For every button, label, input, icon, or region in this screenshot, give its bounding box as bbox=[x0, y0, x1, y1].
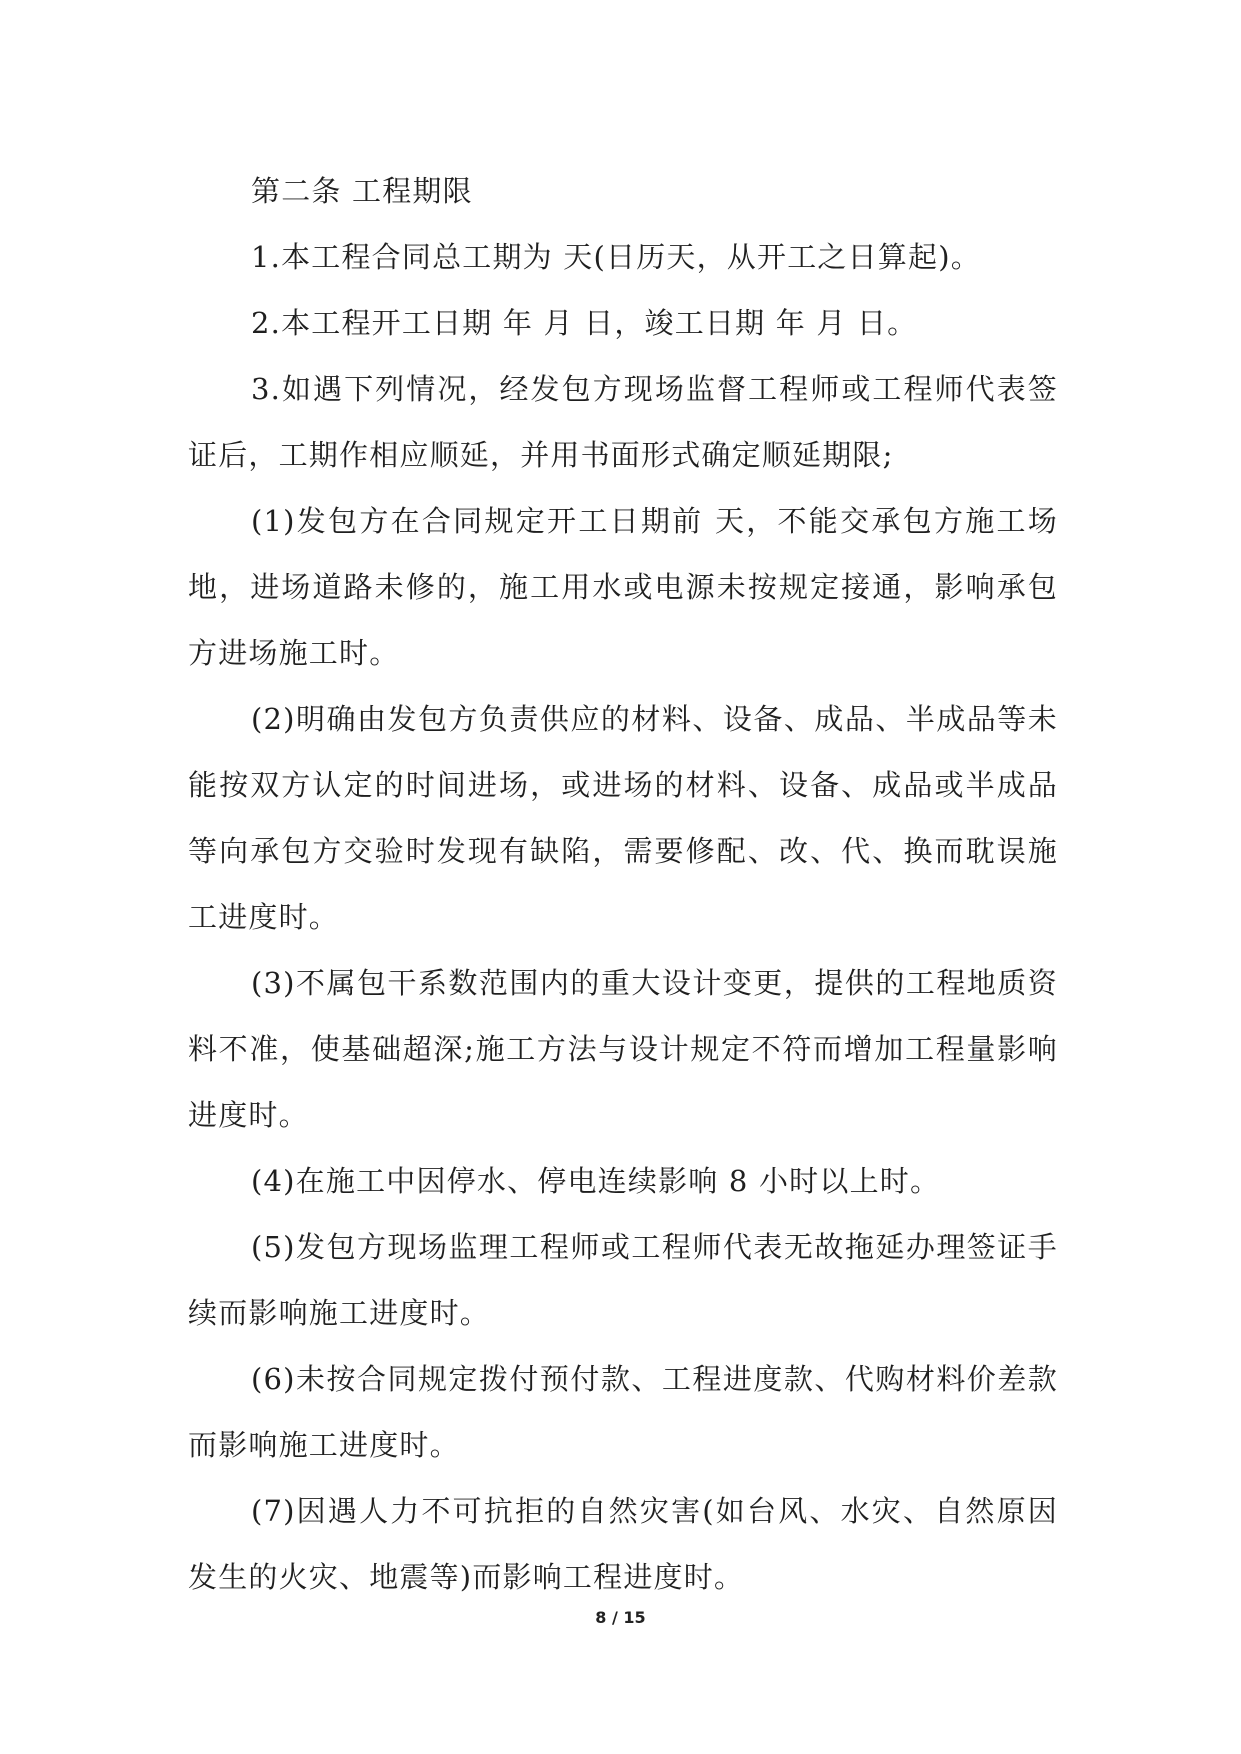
paragraph-subitem-5: (5)发包方现场监理工程师或工程师代表无故拖延办理签证手续而影响施工进度时。 bbox=[188, 1230, 1058, 1330]
paragraph-subitem-3: (3)不属包干系数范围内的重大设计变更，提供的工程地质资料不准，使基础超深;施工方法与设计规定不符而增加工程量影响进度时。 bbox=[188, 966, 1058, 1132]
paragraph-item-1: 1.本工程合同总工期为 天(日历天，从开工之日算起)。 bbox=[251, 240, 981, 274]
paragraph-item-2: 2.本工程开工日期 年 月 日，竣工日期 年 月 日。 bbox=[251, 306, 918, 340]
paragraph-item-3: 3.如遇下列情况，经发包方现场监督工程师或工程师代表签证后，工期作相应顺延，并用书面形式确定顺延期限; bbox=[188, 372, 1058, 472]
section-heading: 第二条 工程期限 bbox=[251, 174, 473, 208]
paragraph-subitem-4: (4)在施工中因停水、停电连续影响 8 小时以上时。 bbox=[251, 1164, 941, 1198]
document-body bbox=[188, 158, 1058, 1610]
page-number: 8 / 15 bbox=[595, 1608, 646, 1627]
paragraph-subitem-1: (1)发包方在合同规定开工日期前 天，不能交承包方施工场地，进场道路未修的，施工用水或电源未按规定接通，影响承包方进场施工时。 bbox=[188, 504, 1058, 670]
paragraph-subitem-7: (7)因遇人力不可抗拒的自然灾害(如台风、水灾、自然原因发生的火灾、地震等)而影响工程进度时。 bbox=[188, 1494, 1058, 1594]
paragraph-subitem-2: (2)明确由发包方负责供应的材料、设备、成品、半成品等未能按双方认定的时间进场，或进场的材料、设备、成品或半成品等向承包方交验时发现有缺陷，需要修配、改、代、换而耽误施工进度时。 bbox=[188, 702, 1058, 934]
paragraph-subitem-6: (6)未按合同规定拨付预付款、工程进度款、代购材料价差款而影响施工进度时。 bbox=[188, 1362, 1058, 1462]
